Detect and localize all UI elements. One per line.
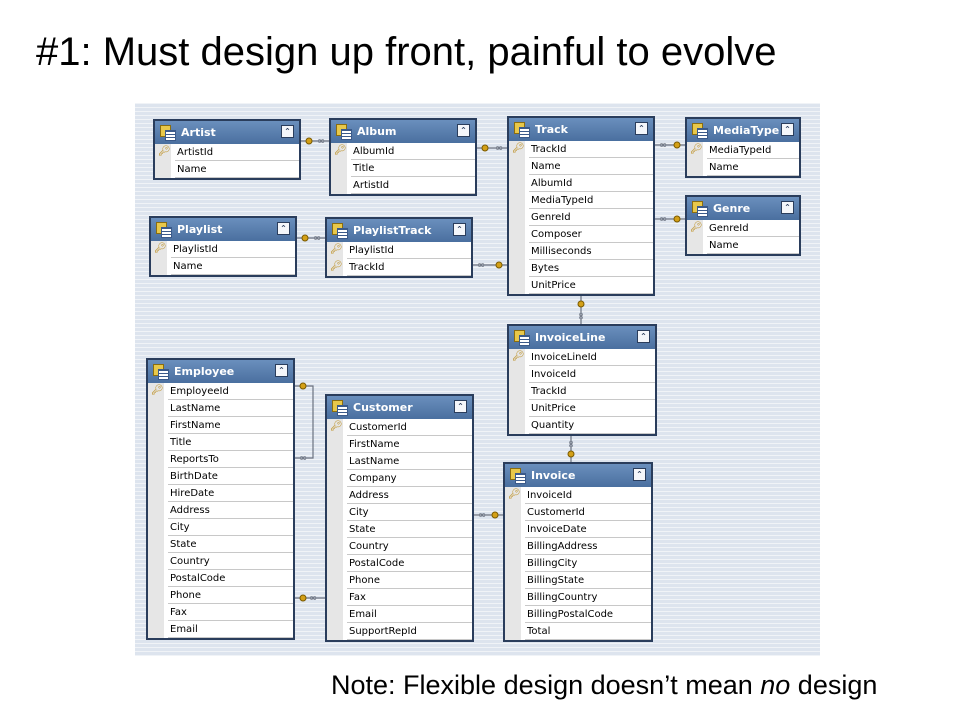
collapse-icon[interactable]: ⌃ [635, 122, 648, 135]
table-name: Artist [181, 126, 216, 139]
table-row[interactable] [509, 277, 653, 294]
field-name: TrackId [529, 383, 655, 400]
table-row[interactable] [148, 536, 293, 553]
table-name: Track [535, 123, 568, 136]
table-name: PlaylistTrack [353, 224, 432, 237]
field-name: BillingPostalCode [525, 606, 651, 623]
table-row[interactable] [148, 451, 293, 468]
row-gutter [505, 521, 521, 538]
key-end-icon [492, 512, 498, 518]
field-name: Composer [529, 226, 653, 243]
field-name: State [347, 521, 472, 538]
field-name: EmployeeId [168, 383, 293, 400]
table-row[interactable] [509, 175, 653, 192]
field-name: BillingCity [525, 555, 651, 572]
table-row[interactable] [505, 606, 651, 623]
table-row[interactable] [327, 470, 472, 487]
table-row[interactable] [148, 434, 293, 451]
table-name: MediaType [713, 124, 780, 137]
table-icon [692, 123, 706, 137]
table-customer[interactable] [325, 394, 474, 642]
table-row[interactable] [509, 260, 653, 277]
table-header[interactable] [509, 118, 653, 141]
field-name: AlbumId [351, 143, 475, 160]
row-gutter [509, 175, 525, 192]
row-gutter [148, 519, 164, 536]
footnote-suffix: design [790, 670, 878, 700]
collapse-icon[interactable]: ⌃ [781, 201, 794, 214]
field-name: BillingState [525, 572, 651, 589]
key-icon: 🔑︎ [690, 222, 703, 233]
table-row[interactable] [148, 587, 293, 604]
table-row[interactable] [327, 572, 472, 589]
table-row[interactable] [509, 243, 653, 260]
many-end-icon: ∞ [658, 214, 668, 225]
row-gutter [509, 366, 525, 383]
row-gutter [148, 417, 164, 434]
key-icon: 🔑︎ [330, 421, 343, 432]
table-icon [510, 468, 524, 482]
row-gutter [155, 161, 171, 178]
field-name: CustomerId [525, 504, 651, 521]
field-name: Name [171, 258, 295, 275]
table-row[interactable] [327, 623, 472, 640]
field-name: PlaylistId [171, 241, 295, 258]
field-name: Company [347, 470, 472, 487]
field-name: MediaTypeId [707, 142, 799, 159]
row-gutter [505, 504, 521, 521]
table-row[interactable] [148, 502, 293, 519]
key-end-icon [482, 145, 488, 151]
field-name: UnitPrice [529, 400, 655, 417]
row-gutter [327, 606, 343, 623]
table-name: Genre [713, 202, 751, 215]
footnote [331, 670, 877, 701]
table-name: Employee [174, 365, 235, 378]
key-end-icon [568, 451, 574, 457]
key-end-icon [300, 595, 306, 601]
table-row[interactable] [505, 487, 651, 504]
table-row[interactable] [148, 417, 293, 434]
field-name: HireDate [168, 485, 293, 502]
field-name: Quantity [529, 417, 655, 434]
field-name: Fax [347, 589, 472, 606]
key-icon: 🔑︎ [512, 143, 525, 154]
collapse-icon[interactable]: ⌃ [275, 364, 288, 377]
row-gutter [148, 604, 164, 621]
table-header[interactable] [509, 326, 655, 349]
field-name: Title [168, 434, 293, 451]
table-row[interactable] [509, 141, 653, 158]
row-gutter [505, 555, 521, 572]
table-header[interactable] [331, 120, 475, 143]
many-end-icon: ∞ [575, 311, 586, 321]
field-name: Name [175, 161, 299, 178]
collapse-icon[interactable]: ⌃ [637, 330, 650, 343]
table-header[interactable] [687, 119, 799, 142]
row-gutter [327, 589, 343, 606]
table-artist[interactable] [153, 119, 301, 180]
table-header[interactable] [687, 197, 799, 220]
field-name: Email [347, 606, 472, 623]
field-name: Country [168, 553, 293, 570]
table-row[interactable] [155, 144, 299, 161]
field-name: Email [168, 621, 293, 638]
table-row[interactable] [509, 417, 655, 434]
field-name: ReportsTo [168, 451, 293, 468]
table-album[interactable] [329, 118, 477, 196]
table-row[interactable] [327, 487, 472, 504]
row-gutter [509, 226, 525, 243]
row-gutter [509, 417, 525, 434]
row-gutter [148, 621, 164, 638]
field-name: ArtistId [351, 177, 475, 194]
table-row[interactable] [509, 209, 653, 226]
collapse-icon[interactable]: ⌃ [633, 468, 646, 481]
collapse-icon[interactable]: ⌃ [281, 125, 294, 138]
table-row[interactable] [509, 226, 653, 243]
field-name: LastName [168, 400, 293, 417]
table-row[interactable] [148, 383, 293, 400]
table-row[interactable] [509, 400, 655, 417]
table-row[interactable] [327, 555, 472, 572]
table-row[interactable] [505, 555, 651, 572]
table-row[interactable] [148, 468, 293, 485]
row-gutter [687, 159, 703, 176]
field-name: Phone [168, 587, 293, 604]
collapse-icon[interactable]: ⌃ [453, 223, 466, 236]
table-icon [692, 201, 706, 215]
table-row[interactable] [509, 158, 653, 175]
table-icon [160, 125, 174, 139]
table-row[interactable] [687, 220, 799, 237]
collapse-icon[interactable]: ⌃ [454, 400, 467, 413]
table-icon [514, 330, 528, 344]
table-row[interactable] [505, 589, 651, 606]
many-end-icon: ∞ [477, 510, 487, 521]
table-row[interactable] [151, 258, 295, 275]
row-gutter [505, 623, 521, 640]
table-row[interactable] [148, 485, 293, 502]
key-end-icon [674, 142, 680, 148]
many-end-icon: ∞ [494, 143, 504, 154]
key-icon: 🔑︎ [508, 489, 521, 500]
table-row[interactable] [327, 606, 472, 623]
table-icon [514, 122, 528, 136]
table-header[interactable] [327, 396, 472, 419]
field-name: InvoiceDate [525, 521, 651, 538]
table-name: Invoice [531, 469, 576, 482]
row-gutter [148, 451, 164, 468]
table-row[interactable] [509, 192, 653, 209]
row-gutter [327, 623, 343, 640]
table-track[interactable] [507, 116, 655, 296]
key-icon: 🔑︎ [334, 145, 347, 156]
field-name: SupportRepId [347, 623, 472, 640]
row-gutter [148, 485, 164, 502]
table-name: Album [357, 125, 397, 138]
row-gutter [509, 158, 525, 175]
table-row[interactable] [327, 436, 472, 453]
field-name: FirstName [168, 417, 293, 434]
row-gutter [505, 538, 521, 555]
row-gutter [151, 258, 167, 275]
table-row[interactable] [687, 237, 799, 254]
key-icon: 🔑︎ [690, 144, 703, 155]
table-playlist[interactable] [149, 216, 297, 277]
row-gutter [331, 160, 347, 177]
many-end-icon: ∞ [476, 260, 486, 271]
many-end-icon: ∞ [316, 136, 326, 147]
table-row[interactable] [509, 366, 655, 383]
table-row[interactable] [505, 504, 651, 521]
row-gutter [148, 587, 164, 604]
table-row[interactable] [327, 453, 472, 470]
row-gutter [327, 521, 343, 538]
table-row[interactable] [148, 621, 293, 638]
field-name: Milliseconds [529, 243, 653, 260]
table-name: Playlist [177, 223, 223, 236]
field-name: MediaTypeId [529, 192, 653, 209]
key-icon: 🔑︎ [512, 351, 525, 362]
row-gutter [148, 570, 164, 587]
table-header[interactable] [327, 219, 471, 242]
collapse-icon[interactable]: ⌃ [781, 123, 794, 136]
table-row[interactable] [327, 259, 471, 276]
key-end-icon [496, 262, 502, 268]
key-end-icon [300, 383, 306, 389]
row-gutter [327, 555, 343, 572]
field-name: InvoiceId [525, 487, 651, 504]
table-name: Customer [353, 401, 413, 414]
table-row[interactable] [509, 349, 655, 366]
many-end-icon: ∞ [565, 439, 576, 449]
row-gutter [327, 453, 343, 470]
er-diagram [135, 103, 820, 656]
table-header[interactable] [155, 121, 299, 144]
field-name: PlaylistId [347, 242, 471, 259]
table-header[interactable] [148, 360, 293, 383]
field-name: InvoiceId [529, 366, 655, 383]
key-end-icon [674, 216, 680, 222]
row-gutter [148, 553, 164, 570]
table-icon [332, 400, 346, 414]
row-gutter [331, 177, 347, 194]
table-row[interactable] [331, 143, 475, 160]
table-icon [156, 222, 170, 236]
field-name: Name [707, 237, 799, 254]
field-name: CustomerId [347, 419, 472, 436]
field-name: Name [707, 159, 799, 176]
table-row[interactable] [505, 623, 651, 640]
many-end-icon: ∞ [658, 140, 668, 151]
table-playlisttrack[interactable] [325, 217, 473, 278]
row-gutter [327, 538, 343, 555]
table-row[interactable] [509, 383, 655, 400]
table-invoice[interactable] [503, 462, 653, 642]
key-icon: 🔑︎ [154, 243, 167, 254]
row-gutter [148, 400, 164, 417]
field-name: Country [347, 538, 472, 555]
row-gutter [327, 436, 343, 453]
field-name: LastName [347, 453, 472, 470]
table-icon [153, 364, 167, 378]
collapse-icon[interactable]: ⌃ [457, 124, 470, 137]
table-row[interactable] [331, 177, 475, 194]
key-end-icon [306, 138, 312, 144]
field-name: TrackId [529, 141, 653, 158]
row-gutter [148, 468, 164, 485]
table-header[interactable] [505, 464, 651, 487]
field-name: PostalCode [347, 555, 472, 572]
table-row[interactable] [331, 160, 475, 177]
key-icon: 🔑︎ [330, 244, 343, 255]
table-invoiceline[interactable] [507, 324, 657, 436]
field-name: UnitPrice [529, 277, 653, 294]
table-row[interactable] [148, 604, 293, 621]
row-gutter [509, 209, 525, 226]
footnote-emphasis: no [760, 670, 791, 700]
key-end-icon [302, 235, 308, 241]
field-name: GenreId [529, 209, 653, 226]
field-name: Phone [347, 572, 472, 589]
table-row[interactable] [687, 159, 799, 176]
row-gutter [327, 572, 343, 589]
row-gutter [505, 606, 521, 623]
many-end-icon: ∞ [308, 593, 318, 604]
table-row[interactable] [505, 538, 651, 555]
key-icon: 🔑︎ [158, 146, 171, 157]
field-name: BirthDate [168, 468, 293, 485]
row-gutter [327, 504, 343, 521]
row-gutter [148, 434, 164, 451]
key-end-icon [578, 301, 584, 307]
row-gutter [327, 487, 343, 504]
key-icon: 🔑︎ [330, 261, 343, 272]
table-row[interactable] [327, 538, 472, 555]
field-name: City [347, 504, 472, 521]
field-name: Bytes [529, 260, 653, 277]
table-row[interactable] [148, 400, 293, 417]
table-mediatype[interactable] [685, 117, 801, 178]
many-end-icon: ∞ [312, 233, 322, 244]
field-name: GenreId [707, 220, 799, 237]
field-name: BillingAddress [525, 538, 651, 555]
field-name: City [168, 519, 293, 536]
table-row[interactable] [327, 504, 472, 521]
field-name: Name [529, 158, 653, 175]
row-gutter [687, 237, 703, 254]
row-gutter [505, 589, 521, 606]
table-row[interactable] [687, 142, 799, 159]
table-row[interactable] [148, 570, 293, 587]
table-name: InvoiceLine [535, 331, 606, 344]
key-icon: 🔑︎ [151, 385, 164, 396]
field-name: PostalCode [168, 570, 293, 587]
table-genre[interactable] [685, 195, 801, 256]
field-name: ArtistId [175, 144, 299, 161]
table-row[interactable] [148, 553, 293, 570]
field-name: Title [351, 160, 475, 177]
table-header[interactable] [151, 218, 295, 241]
table-row[interactable] [151, 241, 295, 258]
row-gutter [509, 400, 525, 417]
field-name: Fax [168, 604, 293, 621]
footnote-prefix: Note: Flexible design doesn’t mean [331, 670, 761, 700]
table-row[interactable] [505, 572, 651, 589]
table-row[interactable] [155, 161, 299, 178]
collapse-icon[interactable]: ⌃ [277, 222, 290, 235]
table-row[interactable] [327, 242, 471, 259]
row-gutter [148, 502, 164, 519]
field-name: State [168, 536, 293, 553]
field-name: Address [347, 487, 472, 504]
row-gutter [509, 277, 525, 294]
field-name: TrackId [347, 259, 471, 276]
table-row[interactable] [327, 521, 472, 538]
table-row[interactable] [327, 419, 472, 436]
table-row[interactable] [505, 521, 651, 538]
table-icon [336, 124, 350, 138]
row-gutter [148, 536, 164, 553]
field-name: AlbumId [529, 175, 653, 192]
field-name: Total [525, 623, 651, 640]
many-end-icon: ∞ [298, 453, 308, 464]
table-icon [332, 223, 346, 237]
field-name: BillingCountry [525, 589, 651, 606]
row-gutter [327, 470, 343, 487]
row-gutter [505, 572, 521, 589]
field-name: FirstName [347, 436, 472, 453]
row-gutter [509, 260, 525, 277]
table-employee[interactable] [146, 358, 295, 640]
field-name: InvoiceLineId [529, 349, 655, 366]
relationship-line [295, 386, 313, 458]
field-name: Address [168, 502, 293, 519]
row-gutter [509, 192, 525, 209]
row-gutter [509, 243, 525, 260]
slide-title: #1: Must design up front, painful to evolve [36, 30, 777, 74]
row-gutter [509, 383, 525, 400]
table-row[interactable] [148, 519, 293, 536]
table-row[interactable] [327, 589, 472, 606]
